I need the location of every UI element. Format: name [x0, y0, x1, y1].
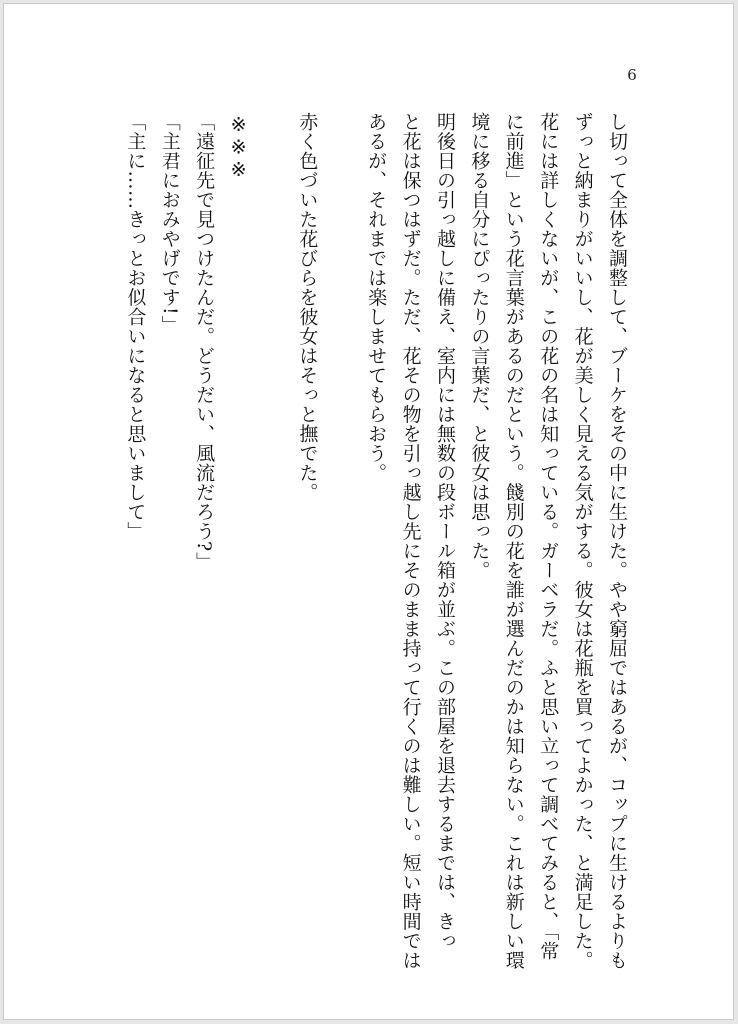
dialogue-line: 「遠征先で見つけたんだ。どうだい、風流だろう?」 [193, 112, 216, 572]
blank-line [256, 112, 290, 972]
blank-line [324, 112, 358, 972]
page-number: 6 [627, 66, 637, 84]
text-line: あるが、それまでは楽しませてもらおう。 [365, 112, 388, 483]
text-line: し切って全体を調整して、ブーケをその中に生けた。やや窮屈ではあるが、コップに生けるよりも [606, 112, 628, 970]
text-line: と花は保つはずだ。ただ、花その物を引っ越し先にそのまま持って行くのは難しい。短い時間では [399, 112, 422, 970]
text-line: に前進」という花言葉があるのだという。餞別の花を誰が選んだのかは知らない。これは新しい環 [502, 112, 525, 970]
text-line: ずっと納まりがいいし、花が美しく見える気がする。彼女は花瓶を買ってよかった、と満足した。 [571, 112, 594, 970]
scene-break: ※※※ [227, 113, 250, 182]
dialogue-line: 「主君におみやげです!」 [158, 112, 181, 335]
vertical-body-text [118, 112, 634, 972]
text-line: 明後日の引っ越しに備え、室内には無数の段ボール箱が並ぶ。この部屋を退去するまでは、きっ [433, 112, 456, 951]
text-line: 花には詳しくないが、この花の名は知っている。ガーベラだ。ふと思い立って調べてみると、「常 [537, 112, 560, 961]
dialogue-line: 「主に……きっとお似合いになると思いまして」 [124, 112, 147, 541]
document-page [3, 3, 734, 1020]
text-line: 赤く色づいた花びらを彼女はそっと撫でた。 [296, 112, 319, 502]
text-line: 境に移る自分にぴったりの言葉だ、と彼女は思った。 [468, 112, 491, 580]
